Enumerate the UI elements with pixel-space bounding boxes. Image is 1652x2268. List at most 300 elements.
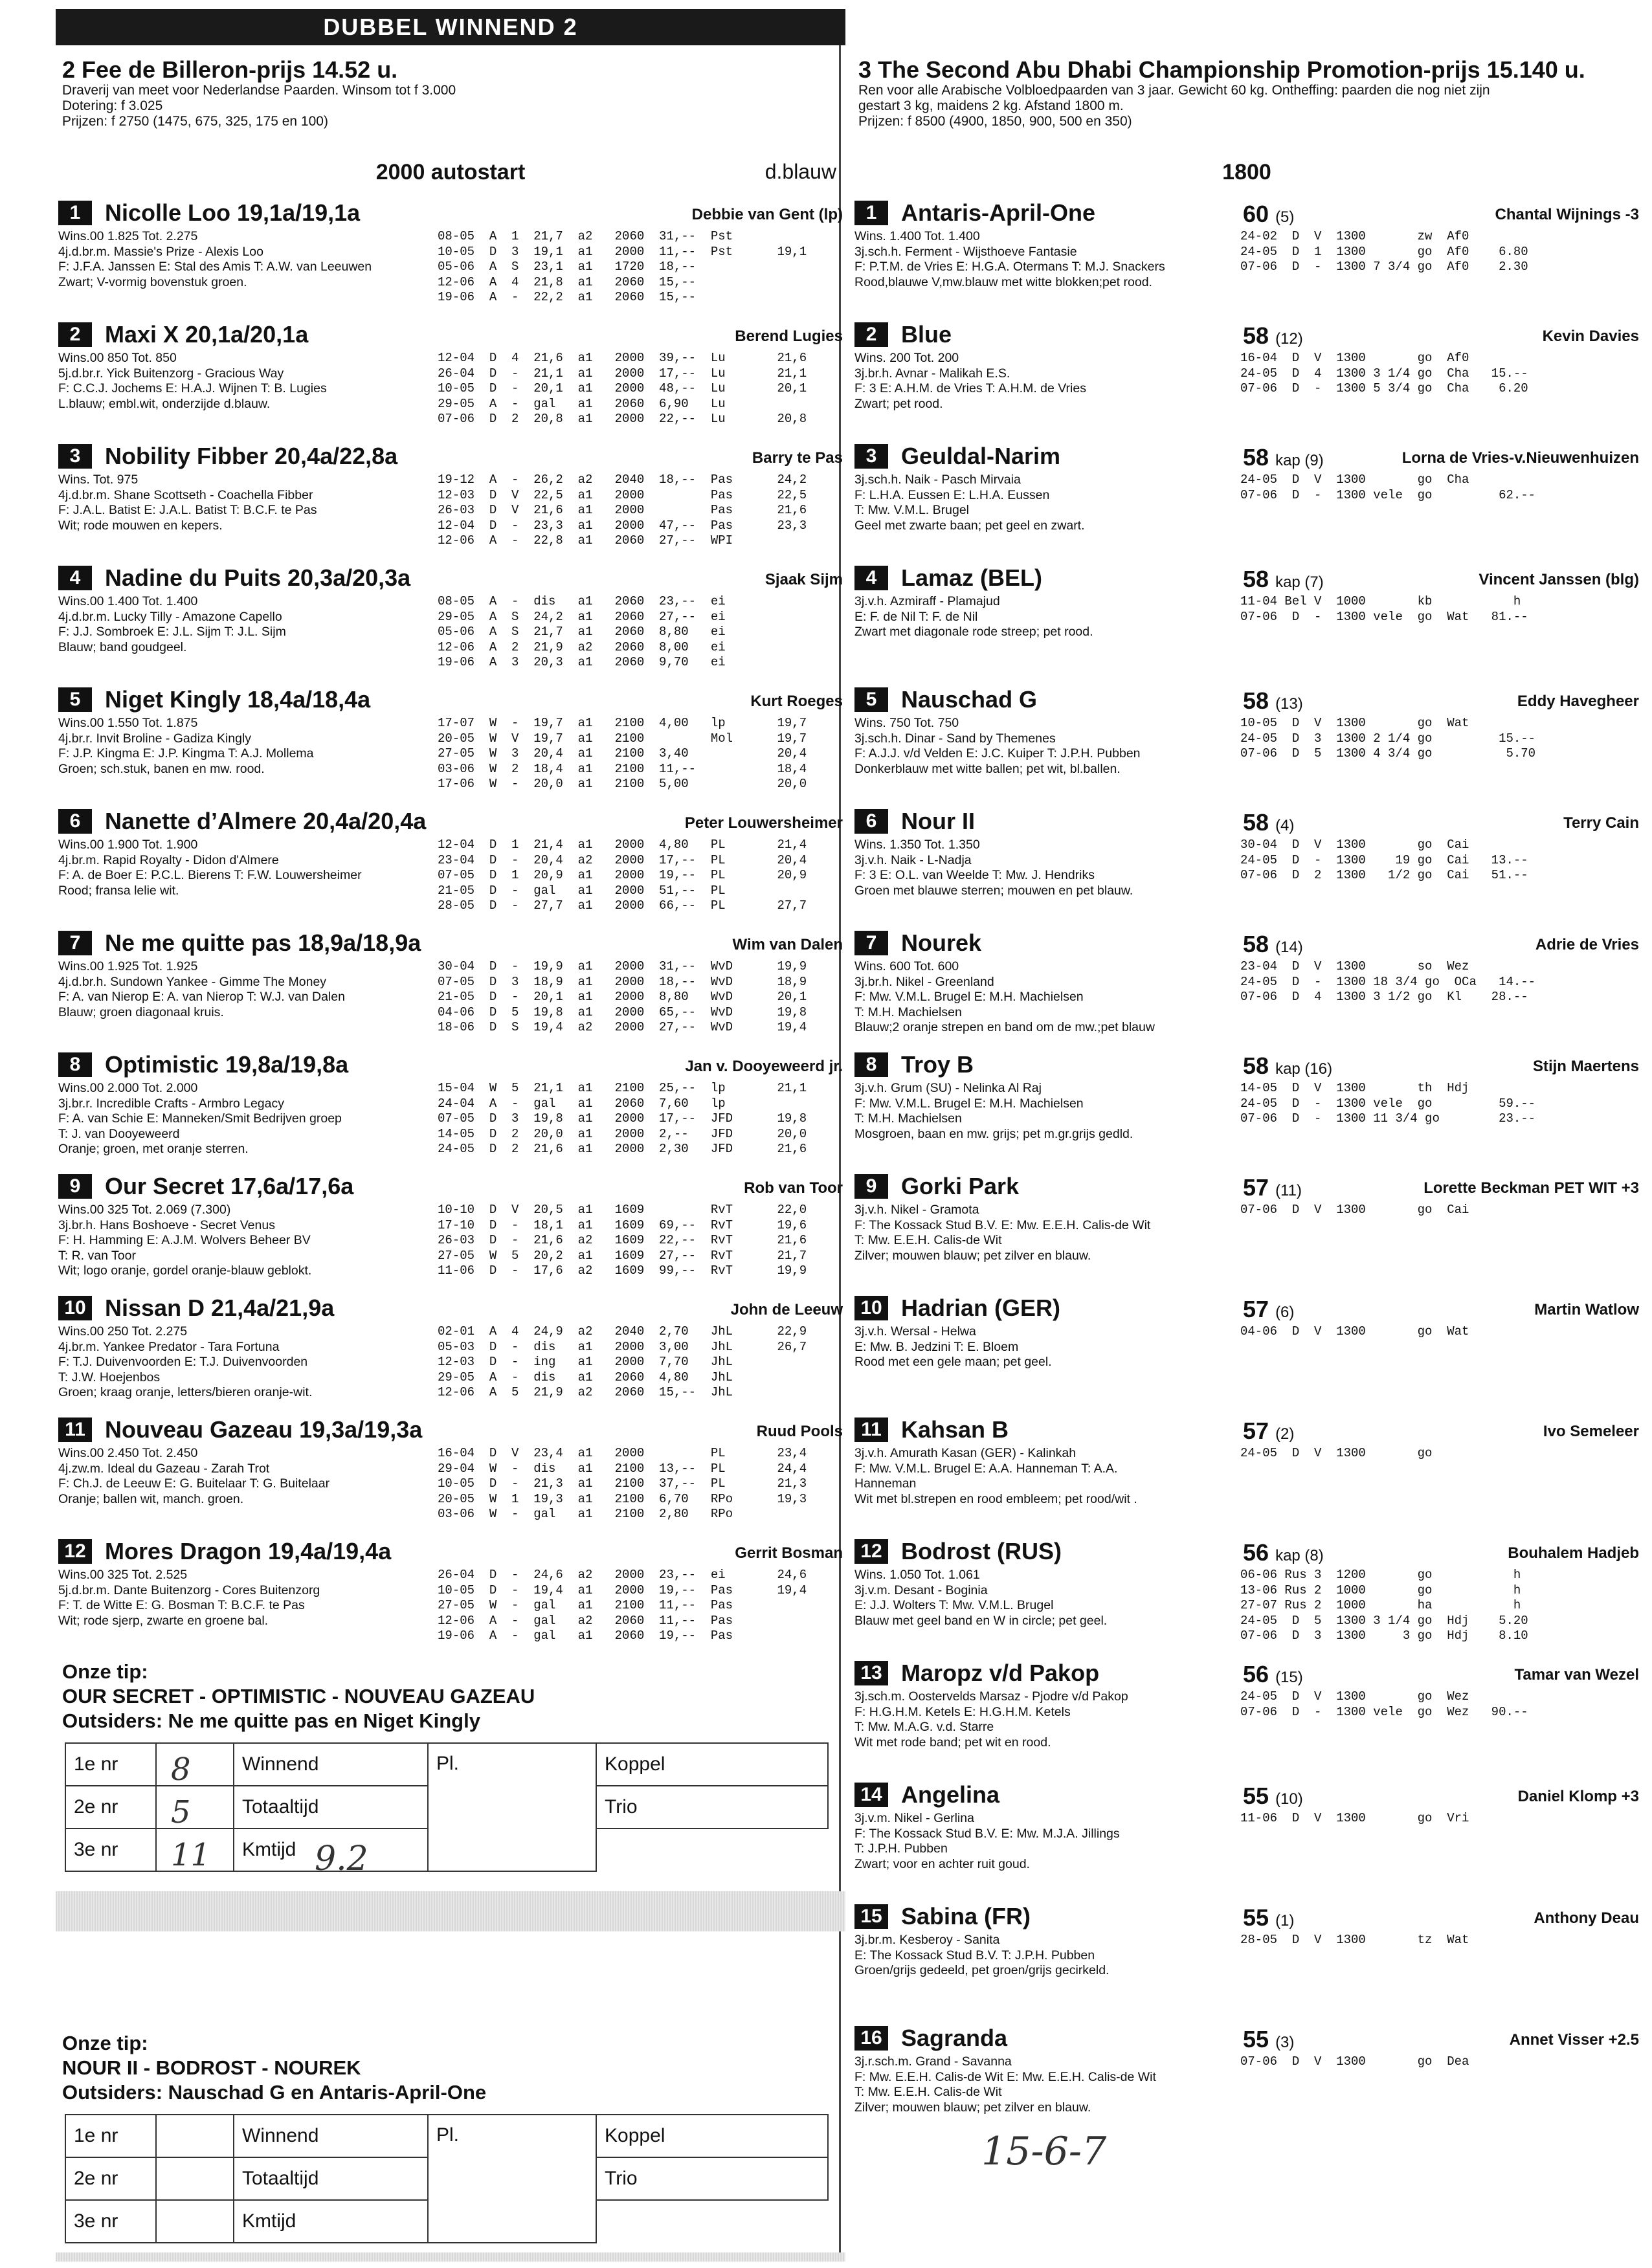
horse-name: Nobility Fibber 20,4a/22,8a bbox=[105, 443, 398, 469]
form-line: 12-03 D - ing a1 2000 7,70 JhL bbox=[438, 1355, 733, 1369]
horse-info-line: F: H. Hamming E: A.J.M. Wolvers Beheer BV bbox=[58, 1233, 311, 1247]
bet-label: Pl. bbox=[428, 1743, 596, 1871]
form-lines bbox=[1240, 1689, 1642, 1720]
draw-position: kap (8) bbox=[1275, 1547, 1324, 1564]
bet-label: Kmtijd bbox=[234, 1829, 428, 1871]
weight-value: 58 bbox=[1243, 809, 1269, 836]
horse-entry bbox=[852, 680, 1642, 801]
tip-text: OUR SECRET - OPTIMISTIC - NOUVEAU GAZEAU bbox=[62, 1685, 535, 1707]
outsiders-text: Outsiders: Ne me quitte pas en Niget Kingly bbox=[62, 1709, 480, 1732]
horse-info-line: Wit; logo oranje, gordel oranje-blauw geblokt. bbox=[58, 1263, 312, 1278]
draw-position: (14) bbox=[1275, 939, 1303, 956]
form-line: 26-04 D - 21,1 a1 2000 17,-- Lu 21,1 bbox=[438, 366, 807, 381]
horse-info-line: 3j.sch.h. Dinar - Sand by Themenes bbox=[854, 731, 1056, 746]
form-lines bbox=[1240, 716, 1642, 762]
horse-number: 2 bbox=[854, 322, 888, 347]
jockey-name: Bouhalem Hadjeb bbox=[1508, 1544, 1639, 1562]
horse-info-line: Wins. 1.050 Tot. 1.061 bbox=[854, 1568, 980, 1582]
horse-info-line: F: The Kossack Stud B.V. E: Mw. M.J.A. Jillings bbox=[854, 1826, 1120, 1841]
horse-info-line: 3j.v.h. Azmiraff - Plamajud bbox=[854, 594, 1000, 608]
horse-info-line: 4j.d.br.m. Massie's Prize - Alexis Loo bbox=[58, 244, 263, 259]
horse-heading bbox=[58, 1296, 843, 1320]
horse-number: 7 bbox=[854, 931, 888, 955]
horse-info bbox=[58, 1568, 434, 1629]
form-line: 10-05 D - 20,1 a1 2000 48,-- Lu 20,1 bbox=[438, 381, 807, 395]
horse-entry bbox=[56, 801, 845, 923]
horse-entry bbox=[56, 193, 845, 315]
horse-entry bbox=[852, 1410, 1642, 1531]
horse-info-line: F: H.G.H.M. Ketels E: H.G.H.M. Ketels bbox=[854, 1704, 1071, 1719]
form-line: 24-05 D - 1300 19 go Cai 13.-- bbox=[1240, 852, 1528, 867]
bet-label: Trio bbox=[596, 1786, 828, 1829]
handwritten-time: 9.2 bbox=[315, 1840, 368, 1878]
horse-entry bbox=[56, 923, 845, 1045]
jockey-name: Peter Louwersheimer bbox=[684, 814, 843, 832]
form-line: 13-06 Rus 2 1000 go h bbox=[1240, 1583, 1521, 1597]
horse-info bbox=[58, 959, 434, 1020]
draw-position: (15) bbox=[1275, 1669, 1303, 1686]
horse-info-line: T: J.W. Hoejenbos bbox=[58, 1370, 161, 1384]
draw-position: (11) bbox=[1275, 1182, 1302, 1199]
form-line: 07-06 D - 1300 7 3/4 go Af0 2.30 bbox=[1240, 260, 1528, 274]
form-line: 17-07 W - 19,7 a1 2100 4,00 lp 19,7 bbox=[438, 716, 807, 730]
horse-info-line: Groen; sch.stuk, banen en mw. rood. bbox=[58, 761, 265, 776]
bet-table bbox=[65, 2114, 829, 2243]
horse-weight bbox=[1243, 1904, 1294, 1931]
horse-info-line: T: M.H. Machielsen bbox=[854, 1005, 962, 1019]
horse-heading bbox=[58, 322, 843, 347]
jockey-name: Eddy Havegheer bbox=[1517, 693, 1639, 710]
horse-number: 11 bbox=[58, 1418, 92, 1442]
jockey-name: John de Leeuw bbox=[730, 1301, 843, 1318]
form-line: 07-06 D V 1300 go Cai bbox=[1240, 1203, 1469, 1217]
horse-info-line: Blauw; groen diagonaal kruis. bbox=[58, 1005, 224, 1019]
horse-weight bbox=[1243, 1661, 1303, 1688]
horse-info-line: Wins. 750 Tot. 750 bbox=[854, 716, 959, 730]
form-lines bbox=[1240, 1081, 1642, 1127]
race-header bbox=[56, 45, 845, 193]
horse-info-line: 3j.v.m. Nikel - Gerlina bbox=[854, 1811, 974, 1825]
horse-name: Angelina bbox=[901, 1781, 1000, 1808]
form-line: 21-05 D - 20,1 a1 2000 8,80 WvD 20,1 bbox=[438, 990, 807, 1004]
horse-info-line: Donkerblauw met witte ballen; pet wit, bl.ballen. bbox=[854, 761, 1121, 776]
form-line: 05-03 D - dis a1 2000 3,00 JhL 26,7 bbox=[438, 1339, 807, 1354]
race-title: 2 Fee de Billeron-prijs 14.52 u. bbox=[62, 56, 398, 83]
horse-entry bbox=[852, 1896, 1642, 2018]
bet-label: Koppel bbox=[596, 1743, 828, 1786]
horse-info bbox=[854, 959, 1236, 1036]
horse-weight bbox=[1243, 566, 1324, 593]
form-line: 07-05 D 3 18,9 a1 2000 18,-- WvD 18,9 bbox=[438, 974, 807, 989]
bet-label: Winnend bbox=[234, 1743, 428, 1786]
horse-info-line: Wins.00 1.550 Tot. 1.875 bbox=[58, 716, 198, 730]
form-line: 27-05 W 5 20,2 a1 1609 27,-- RvT 21,7 bbox=[438, 1248, 807, 1263]
horse-info-line: 3j.v.h. Amurath Kasan (GER) - Kalinkah bbox=[854, 1446, 1077, 1460]
form-line: 29-05 A - gal a1 2060 6,90 Lu bbox=[438, 396, 726, 411]
form-line: 15-04 W 5 21,1 a1 2100 25,-- lp 21,1 bbox=[438, 1081, 807, 1095]
horse-info bbox=[854, 1811, 1236, 1872]
form-lines bbox=[438, 1203, 845, 1279]
form-line: 04-06 D V 1300 go Wat bbox=[1240, 1324, 1469, 1339]
weight-value: 58 bbox=[1243, 1052, 1269, 1079]
form-line: 20-05 W 1 19,3 a1 2100 6,70 RPo 19,3 bbox=[438, 1491, 807, 1506]
horse-info-line: Wit; rode sjerp, zwarte en groene bal. bbox=[58, 1613, 269, 1628]
form-line: 24-05 D V 1300 go bbox=[1240, 1446, 1433, 1460]
horse-entry bbox=[852, 1653, 1642, 1775]
form-line: 21-05 D - gal a1 2000 51,-- PL bbox=[438, 883, 726, 898]
horse-entry bbox=[56, 680, 845, 801]
form-lines bbox=[1240, 2054, 1642, 2070]
horse-entry bbox=[56, 1045, 845, 1166]
horse-number: 4 bbox=[58, 566, 92, 590]
horse-number: 3 bbox=[58, 444, 92, 469]
horse-info-line: Wins.00 850 Tot. 850 bbox=[58, 351, 177, 365]
horse-name: Troy B bbox=[901, 1051, 974, 1078]
form-line: 03-06 W 2 18,4 a1 2100 11,-- 18,4 bbox=[438, 761, 807, 776]
horse-name: Nourek bbox=[901, 929, 982, 956]
horse-name: Nicolle Loo 19,1a/19,1a bbox=[105, 199, 361, 226]
form-line: 08-05 A - dis a1 2060 23,-- ei bbox=[438, 594, 726, 608]
form-line: 07-06 D 4 1300 3 1/2 go Kl 28.-- bbox=[1240, 990, 1528, 1004]
horse-info bbox=[854, 594, 1236, 640]
horse-entry bbox=[56, 315, 845, 436]
bet-label: Kmtijd bbox=[234, 2200, 428, 2243]
form-line: 23-04 D V 1300 so Wez bbox=[1240, 959, 1469, 973]
form-line: 10-05 D - 21,3 a1 2100 37,-- PL 21,3 bbox=[438, 1476, 807, 1491]
horse-number: 5 bbox=[58, 687, 92, 712]
bet-input[interactable] bbox=[156, 1743, 234, 1786]
form-line: 12-04 D 1 21,4 a1 2000 4,80 PL 21,4 bbox=[438, 838, 807, 852]
horse-name: Gorki Park bbox=[901, 1173, 1020, 1199]
horse-number: 8 bbox=[58, 1052, 92, 1077]
horse-info bbox=[58, 472, 434, 533]
form-line: 07-06 D V 1300 go Dea bbox=[1240, 2054, 1469, 2069]
horse-info-line: Blauw met geel band en W in circle; pet geel. bbox=[854, 1613, 1108, 1628]
horse-info-line: Zwart; pet rood. bbox=[854, 396, 943, 411]
draw-position: (4) bbox=[1275, 817, 1295, 834]
weight-value: 57 bbox=[1243, 1174, 1269, 1201]
form-line: 07-06 D - 1300 11 3/4 go 23.-- bbox=[1240, 1111, 1536, 1126]
horse-entry bbox=[852, 923, 1642, 1045]
horse-name: Nauschad G bbox=[901, 686, 1038, 713]
horse-list bbox=[56, 193, 845, 1653]
form-lines bbox=[438, 1081, 845, 1157]
jockey-name: Rob van Toor bbox=[744, 1179, 843, 1197]
race-title: 3 The Second Abu Dhabi Championship Promotion-prijs 15.140 u. bbox=[858, 56, 1585, 83]
form-line: 17-06 W - 20,0 a1 2100 5,00 20,0 bbox=[438, 777, 807, 791]
horse-number: 16 bbox=[854, 2026, 888, 2051]
horse-number: 5 bbox=[854, 687, 888, 712]
horse-name: Optimistic 19,8a/19,8a bbox=[105, 1051, 349, 1078]
form-line: 24-05 D V 1300 go Cha bbox=[1240, 472, 1469, 487]
horse-number: 1 bbox=[854, 201, 888, 225]
weight-value: 57 bbox=[1243, 1418, 1269, 1444]
horse-info bbox=[58, 1446, 434, 1507]
horse-info-line: Wit met rode band; pet wit en rood. bbox=[854, 1735, 1051, 1750]
form-line: 12-06 A - gal a2 2060 11,-- Pas bbox=[438, 1613, 733, 1628]
horse-info-line: Wins. 1.400 Tot. 1.400 bbox=[854, 229, 980, 243]
jockey-name: Adrie de Vries bbox=[1535, 936, 1639, 953]
horse-info-line: 3j.sch.m. Oostervelds Marsaz - Pjodre v/d Pakop bbox=[854, 1689, 1128, 1704]
horse-info-line: F: C.C.J. Jochems E: H.A.J. Wijnen T: B. Lugies bbox=[58, 381, 327, 395]
bet-input[interactable] bbox=[156, 2200, 234, 2243]
form-lines bbox=[438, 229, 845, 306]
horse-info-line: 4j.br.m. Yankee Predator - Tara Fortuna bbox=[58, 1339, 280, 1354]
horse-info-line: F: Ch.J. de Leeuw E: G. Buitelaar T: G. Buitelaar bbox=[58, 1476, 330, 1491]
jockey-name: Annet Visser +2.5 bbox=[1509, 2031, 1639, 2049]
horse-weight bbox=[1243, 322, 1303, 350]
jockey-name: Ivo Semeleer bbox=[1543, 1423, 1639, 1440]
form-lines bbox=[1240, 594, 1642, 625]
horse-heading bbox=[58, 687, 843, 712]
horse-info-line: Wins.00 325 Tot. 2.525 bbox=[58, 1568, 188, 1582]
horse-info bbox=[854, 716, 1236, 777]
horse-info-line: 3j.v.h. Grum (SU) - Nelinka Al Raj bbox=[854, 1081, 1042, 1095]
bet-input[interactable] bbox=[156, 2115, 234, 2157]
horse-heading bbox=[58, 566, 843, 590]
jockey-name: Jan v. Dooyeweerd jr. bbox=[685, 1058, 843, 1075]
race-header bbox=[852, 45, 1642, 193]
weight-value: 55 bbox=[1243, 1904, 1269, 1931]
form-lines bbox=[1240, 838, 1642, 884]
horse-name: Geuldal-Narim bbox=[901, 443, 1061, 469]
bet-label: 2e nr bbox=[65, 1786, 156, 1829]
horse-list bbox=[852, 193, 1642, 2140]
horse-name: Nadine du Puits 20,3a/20,3a bbox=[105, 564, 411, 591]
form-line: 16-04 D V 1300 go Af0 bbox=[1240, 351, 1469, 365]
horse-info-line: 3j.r.sch.m. Grand - Savanna bbox=[854, 2054, 1012, 2069]
form-lines bbox=[438, 1324, 845, 1401]
horse-heading bbox=[58, 1174, 843, 1199]
form-line: 24-05 D 5 1300 3 1/4 go Hdj 5.20 bbox=[1240, 1613, 1528, 1628]
horse-number: 2 bbox=[58, 322, 92, 347]
horse-name: Nour II bbox=[901, 808, 975, 834]
weight-value: 58 bbox=[1243, 687, 1269, 714]
bet-label: 1e nr bbox=[65, 1743, 156, 1786]
form-line: 28-05 D V 1300 tz Wat bbox=[1240, 1933, 1469, 1947]
horse-number: 11 bbox=[854, 1418, 888, 1442]
horse-info-line: Wit met bl.strepen en rood embleem; pet rood/wit . bbox=[854, 1491, 1137, 1506]
draw-position: (2) bbox=[1275, 1425, 1295, 1443]
horse-name: Blue bbox=[901, 321, 952, 348]
draw-position: (10) bbox=[1275, 1790, 1303, 1808]
form-line: 05-06 A S 21,7 a1 2060 8,80 ei bbox=[438, 625, 726, 639]
horse-info-line: F: T. de Witte E: G. Bosman T: B.C.F. te Pas bbox=[58, 1598, 305, 1612]
horse-info-line: F: Mw. V.M.L. Brugel E: A.A. Hanneman T: A.A. bbox=[854, 1461, 1118, 1476]
form-lines bbox=[1240, 1446, 1642, 1462]
jockey-name: Tamar van Wezel bbox=[1514, 1666, 1639, 1684]
horse-number: 8 bbox=[854, 1052, 888, 1077]
horse-info-line: F: P.T.M. de Vries E: H.G.A. Otermans T: M.J. Snackers bbox=[854, 260, 1165, 274]
form-line: 12-06 A 4 21,8 a1 2060 15,-- bbox=[438, 274, 697, 289]
jockey-name: Berend Lugies bbox=[735, 328, 843, 345]
horse-entry bbox=[852, 2018, 1642, 2140]
horse-info-line: F: J.J. Sombroek E: J.L. Sijm T: J.L. Sijm bbox=[58, 625, 286, 639]
horse-info bbox=[854, 229, 1236, 290]
jockey-name: Daniel Klomp +3 bbox=[1517, 1788, 1639, 1805]
horse-entry bbox=[56, 1410, 845, 1531]
horse-info-line: F: Mw. E.E.H. Calis-de Wit E: Mw. E.E.H. Calis-de Wit bbox=[854, 2069, 1156, 2084]
horse-entry bbox=[852, 1775, 1642, 1896]
jockey-name: Martin Watlow bbox=[1534, 1301, 1639, 1318]
bet-form bbox=[56, 1742, 845, 1878]
jockey-name: Stijn Maertens bbox=[1532, 1058, 1639, 1075]
horse-info-line: Zilver; mouwen blauw; pet zilver en blauw. bbox=[854, 2100, 1091, 2115]
horse-name: Mores Dragon 19,4a/19,4a bbox=[105, 1538, 392, 1564]
form-line: 19-12 A - 26,2 a2 2040 18,-- Pas 24,2 bbox=[438, 472, 807, 487]
horse-name: Nissan D 21,4a/21,9a bbox=[105, 1295, 335, 1321]
bet-label: Winnend bbox=[234, 2115, 428, 2157]
horse-name: Nouveau Gazeau 19,3a/19,3a bbox=[105, 1416, 423, 1443]
horse-name: Niget Kingly 18,4a/18,4a bbox=[105, 686, 371, 713]
form-line: 07-05 D 3 19,8 a1 2000 17,-- JFD 19,8 bbox=[438, 1111, 807, 1126]
horse-info-line: F: J.P. Kingma E: J.P. Kingma T: A.J. Mollema bbox=[58, 746, 314, 761]
horse-info-line: Blauw; band goudgeel. bbox=[58, 639, 187, 654]
weight-value: 58 bbox=[1243, 566, 1269, 592]
horse-weight bbox=[1243, 444, 1324, 471]
horse-weight bbox=[1243, 1296, 1294, 1323]
form-line: 17-10 D - 18,1 a1 1609 69,-- RvT 19,6 bbox=[438, 1217, 807, 1232]
bet-label: Koppel bbox=[596, 2115, 828, 2157]
handwritten-date: 15-6-7 bbox=[981, 2129, 1107, 2174]
draw-position: kap (16) bbox=[1275, 1060, 1333, 1078]
horse-info-line: Groen; kraag oranje, letters/bieren oranje-wit. bbox=[58, 1385, 313, 1399]
horse-info-line: Wins.00 250 Tot. 2.275 bbox=[58, 1324, 188, 1339]
form-line: 18-06 D S 19,4 a2 2000 27,-- WvD 19,4 bbox=[438, 1020, 807, 1034]
horse-entry bbox=[56, 436, 845, 558]
horse-info bbox=[58, 716, 434, 777]
form-line: 10-05 D - 19,4 a1 2000 19,-- Pas 19,4 bbox=[438, 1583, 807, 1597]
bet-label: 3e nr bbox=[65, 2200, 156, 2243]
race-condition: Dotering: f 3.025 bbox=[62, 98, 163, 113]
form-line: 12-04 D 4 21,6 a1 2000 39,-- Lu 21,6 bbox=[438, 351, 807, 365]
horse-info-line: T: R. van Toor bbox=[58, 1248, 136, 1263]
form-line: 06-06 Rus 3 1200 go h bbox=[1240, 1568, 1521, 1582]
form-lines bbox=[1240, 1568, 1642, 1644]
bet-input[interactable] bbox=[156, 2157, 234, 2200]
horse-number: 12 bbox=[854, 1539, 888, 1564]
form-line: 26-03 D - 21,6 a2 1609 22,-- RvT 21,6 bbox=[438, 1233, 807, 1247]
horse-info-line: 3j.br.h. Hans Boshoeve - Secret Venus bbox=[58, 1217, 275, 1232]
tip-label: Onze tip: bbox=[62, 2032, 148, 2054]
bet-input[interactable] bbox=[156, 1786, 234, 1829]
horse-info-line: 4j.d.br.m. Lucky Tilly - Amazone Capello bbox=[58, 609, 282, 624]
race-colour: d.blauw bbox=[765, 160, 836, 183]
horse-entry bbox=[56, 1288, 845, 1410]
horse-info bbox=[58, 229, 434, 290]
horse-info-line: Oranje; groen, met oranje sterren. bbox=[58, 1142, 249, 1156]
horse-weight bbox=[1243, 687, 1303, 715]
horse-info-line: Oranje; ballen wit, manch. groen. bbox=[58, 1491, 244, 1506]
form-line: 24-02 D V 1300 zw Af0 bbox=[1240, 229, 1469, 243]
weight-value: 55 bbox=[1243, 1783, 1269, 1809]
horse-info-line: 4j.d.br.m. Shane Scottseth - Coachella Fibber bbox=[58, 487, 313, 502]
form-line: 10-05 D 3 19,1 a1 2000 11,-- Pst 19,1 bbox=[438, 244, 807, 259]
jockey-name: Terry Cain bbox=[1563, 814, 1639, 832]
horse-info-line: T: Mw. E.E.H. Calis-de Wit bbox=[854, 2085, 1002, 2099]
form-lines bbox=[1240, 959, 1642, 1005]
form-line: 24-05 D 1 1300 go Af0 6.80 bbox=[1240, 244, 1528, 259]
form-lines bbox=[438, 959, 845, 1036]
horse-info-line: Wins.00 2.000 Tot. 2.000 bbox=[58, 1081, 198, 1095]
horse-info-line: 4j.br.m. Rapid Royalty - Didon d'Almere bbox=[58, 852, 279, 867]
form-line: 07-05 D 1 20,9 a1 2000 19,-- PL 20,9 bbox=[438, 868, 807, 882]
draw-position: (5) bbox=[1275, 208, 1295, 226]
race-condition: Prijzen: f 2750 (1475, 675, 325, 175 en 100) bbox=[62, 114, 328, 129]
jockey-name: Barry te Pas bbox=[752, 449, 843, 467]
jockey-name: Chantal Wijnings -3 bbox=[1495, 206, 1639, 223]
form-line: 02-01 A 4 24,9 a2 2040 2,70 JhL 22,9 bbox=[438, 1324, 807, 1339]
horse-number: 10 bbox=[854, 1296, 888, 1320]
horse-info-line: F: 3 E: A.H.M. de Vries T: A.H.M. de Vries bbox=[854, 381, 1086, 395]
horse-info-line: 3j.br.h. Nikel - Greenland bbox=[854, 974, 994, 989]
horse-name: Sabina (FR) bbox=[901, 1903, 1031, 1929]
form-line: 05-06 A S 23,1 a1 1720 18,-- bbox=[438, 260, 697, 274]
race-distance: 2000 autostart bbox=[375, 160, 526, 184]
horse-name: Our Secret 17,6a/17,6a bbox=[105, 1173, 354, 1199]
form-line: 19-06 A - 22,2 a1 2060 15,-- bbox=[438, 290, 697, 304]
form-lines bbox=[1240, 229, 1642, 275]
horse-info-line: Hanneman bbox=[854, 1476, 917, 1491]
draw-position: (1) bbox=[1275, 1912, 1295, 1929]
form-line: 27-07 Rus 2 1000 ha h bbox=[1240, 1598, 1521, 1612]
horse-info bbox=[854, 1203, 1236, 1263]
form-line: 30-04 D V 1300 go Cai bbox=[1240, 838, 1469, 852]
horse-info-line: F: Mw. V.M.L. Brugel E: M.H. Machielsen bbox=[854, 990, 1084, 1004]
horse-info-line: T: J. van Dooyeweerd bbox=[58, 1126, 180, 1141]
form-lines bbox=[438, 1568, 845, 1644]
horse-info bbox=[854, 1933, 1236, 1979]
form-lines bbox=[438, 716, 845, 792]
form-lines bbox=[1240, 1811, 1642, 1827]
horse-info-line: 3j.sch.h. Ferment - Wijsthoeve Fantasie bbox=[854, 244, 1077, 259]
jockey-name: Ruud Pools bbox=[756, 1423, 843, 1440]
form-line: 12-06 A 2 21,9 a2 2060 8,00 ei bbox=[438, 639, 726, 654]
horse-info bbox=[58, 1081, 434, 1157]
tip-label: Onze tip: bbox=[62, 1660, 148, 1683]
shaded-band bbox=[56, 2252, 845, 2262]
horse-entry bbox=[852, 1166, 1642, 1288]
horse-info bbox=[854, 351, 1236, 412]
form-line: 11-06 D - 17,6 a2 1609 99,-- RvT 19,9 bbox=[438, 1263, 807, 1278]
handwritten-number: 11 bbox=[171, 1837, 211, 1873]
horse-info-line: T: J.P.H. Pubben bbox=[854, 1841, 948, 1856]
horse-name: Hadrian (GER) bbox=[901, 1295, 1061, 1321]
horse-heading bbox=[58, 931, 843, 955]
horse-entry bbox=[852, 1531, 1642, 1653]
horse-heading bbox=[58, 1539, 843, 1564]
race-banner: DUBBEL WINNEND 2 bbox=[56, 9, 845, 45]
horse-info-line: 3j.sch.h. Naik - Pasch Mirvaia bbox=[854, 472, 1021, 487]
form-line: 29-05 A S 24,2 a1 2060 27,-- ei bbox=[438, 609, 726, 624]
draw-position: (3) bbox=[1275, 2034, 1295, 2051]
horse-info-line: 5j.d.br.m. Dante Buitenzorg - Cores Buitenzorg bbox=[58, 1583, 320, 1597]
form-lines bbox=[438, 594, 845, 671]
jockey-name: Lorna de Vries-v.Nieuwenhuizen bbox=[1401, 449, 1639, 467]
race-right-column bbox=[852, 9, 1642, 2262]
horse-info-line: 3j.br.m. Kesberoy - Sanita bbox=[854, 1933, 1000, 1947]
horse-info-line: Wins.00 1.400 Tot. 1.400 bbox=[58, 594, 198, 608]
form-lines bbox=[1240, 351, 1642, 397]
jockey-name: Debbie van Gent (lp) bbox=[691, 206, 843, 223]
horse-info-line: F: A. van Schie E: Manneken/Smit Bedrijven groep bbox=[58, 1111, 342, 1126]
form-line: 12-04 D - 23,3 a1 2000 47,-- Pas 23,3 bbox=[438, 518, 807, 533]
horse-number: 7 bbox=[58, 931, 92, 955]
horse-info-line: Wins.00 1.925 Tot. 1.925 bbox=[58, 959, 198, 973]
form-line: 03-06 W - gal a1 2100 2,80 RPo bbox=[438, 1507, 733, 1521]
horse-info bbox=[854, 1081, 1236, 1142]
horse-info-line: Groen/grijs gedeeld, pet groen/grijs gecirkeld. bbox=[854, 1963, 1110, 1977]
